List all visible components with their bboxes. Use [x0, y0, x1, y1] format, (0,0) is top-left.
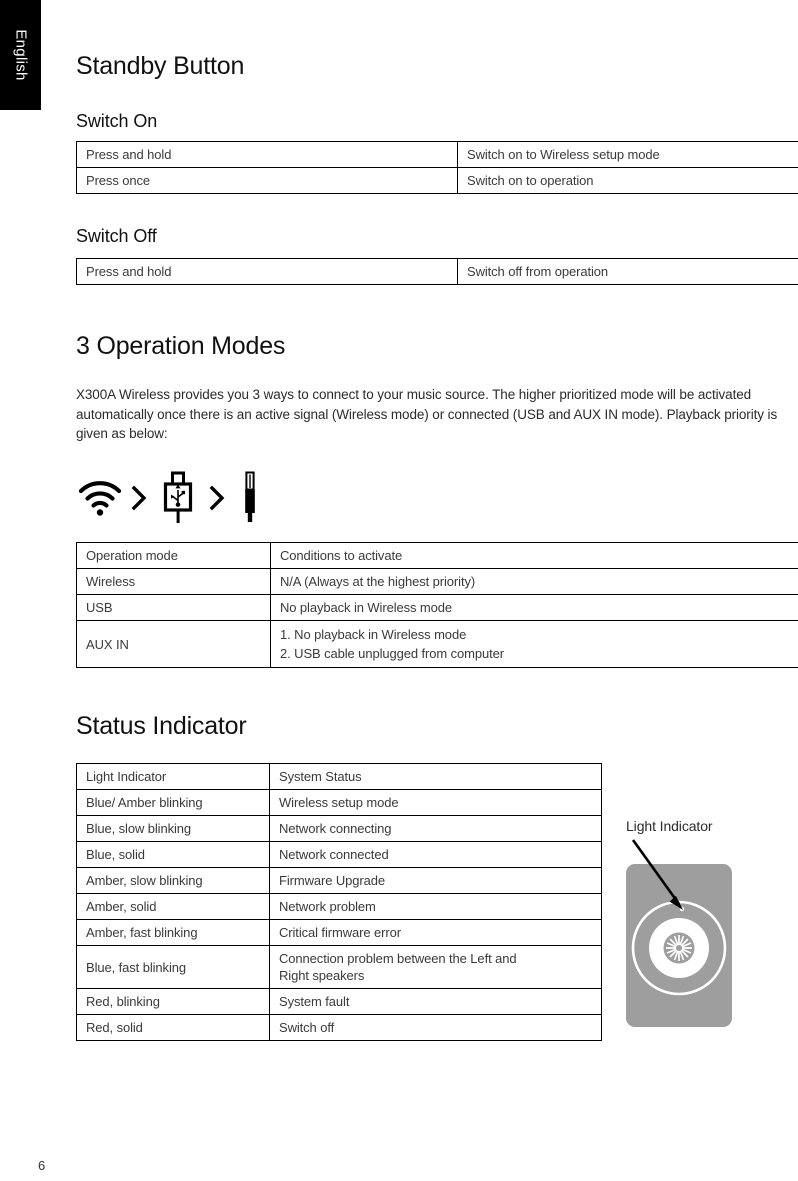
system-status-value: Network connected: [270, 842, 602, 868]
mode-name: USB: [77, 595, 271, 621]
chevron-right-icon: [124, 475, 154, 521]
system-status-value: Critical firmware error: [270, 920, 602, 946]
system-status-value: Network problem: [270, 894, 602, 920]
mode-name: AUX IN: [77, 621, 271, 668]
table-row: [77, 142, 798, 168]
light-indicator-value: Blue/ Amber blinking: [77, 790, 270, 816]
mode-condition-line-2: 2. USB cable unplugged from computer: [280, 646, 505, 661]
section-title-status-indicator: Status Indicator: [76, 712, 247, 740]
table-header-row: [77, 543, 798, 569]
switch-on-result: Switch on to operation: [458, 168, 798, 194]
system-status-value: System fault: [270, 989, 602, 1015]
table-row: [77, 1015, 602, 1041]
priority-icon-row: [76, 470, 268, 526]
mode-condition: No playback in Wireless mode: [271, 595, 798, 621]
system-status-value: Switch off: [270, 1015, 602, 1041]
mode-name: Wireless: [77, 569, 271, 595]
table-row: [77, 816, 602, 842]
table-row: [77, 595, 798, 621]
speaker-illustration: [600, 812, 798, 1032]
light-indicator-value: Amber, fast blinking: [77, 920, 270, 946]
system-status-line-2: Right speakers: [279, 968, 365, 983]
wifi-icon: [76, 475, 124, 521]
language-tab-label: English: [12, 29, 29, 81]
switch-on-result: Switch on to Wireless setup mode: [458, 142, 798, 168]
table-row: [77, 989, 602, 1015]
table-switch-off: [76, 258, 798, 285]
light-indicator-value: Blue, solid: [77, 842, 270, 868]
light-indicator-value: Red, solid: [77, 1015, 270, 1041]
table-row: [77, 621, 798, 668]
usb-icon: [154, 470, 202, 526]
system-status-line-1: Connection problem between the Left and: [279, 951, 517, 966]
light-indicator-value: Blue, slow blinking: [77, 816, 270, 842]
column-header-light-indicator: Light Indicator: [77, 764, 270, 790]
figure-callout-label: Light Indicator: [626, 818, 713, 834]
page-number: 6: [38, 1158, 46, 1173]
system-status-value: Network connecting: [270, 816, 602, 842]
speaker-figure: [600, 812, 798, 1032]
system-status-value: Firmware Upgrade: [270, 868, 602, 894]
mode-condition: N/A (Always at the highest priority): [271, 569, 798, 595]
switch-off-action: Press and hold: [77, 259, 458, 285]
section-heading-switch-on: Switch On: [76, 111, 158, 131]
table-row: [77, 569, 798, 595]
light-indicator-value: Red, blinking: [77, 989, 270, 1015]
table-row: [77, 920, 602, 946]
table-row: [77, 946, 602, 989]
switch-off-result: Switch off from operation: [458, 259, 798, 285]
table-row: [77, 168, 798, 194]
table-row: [77, 868, 602, 894]
light-indicator-value: Amber, solid: [77, 894, 270, 920]
light-indicator-value: Blue, fast blinking: [77, 946, 270, 989]
system-status-value: Wireless setup mode: [270, 790, 602, 816]
table-header-row: [77, 764, 602, 790]
table-row: [77, 842, 602, 868]
chevron-right-icon: [202, 475, 232, 521]
column-header-conditions: Conditions to activate: [271, 543, 798, 569]
language-tab: [0, 0, 41, 110]
page-title-standby-button: Standby Button: [76, 52, 245, 80]
table-row: [77, 790, 602, 816]
section-title-operation-modes: 3 Operation Modes: [76, 332, 286, 360]
column-header-operation-mode: Operation mode: [77, 543, 271, 569]
system-status-value: [270, 946, 602, 989]
operation-modes-paragraph: X300A Wireless provides you 3 ways to connect to your music source. The higher prioritized mode will be activated automatically once there is an active signal (Wireless mode) or connected (USB and AUX IN mode). Playback priority is given as below:: [76, 387, 778, 441]
table-row: [77, 894, 602, 920]
table-row: [77, 259, 798, 285]
table-operation-modes: [76, 542, 798, 668]
mode-condition: [271, 621, 798, 668]
column-header-system-status: System Status: [270, 764, 602, 790]
table-switch-on: [76, 141, 798, 194]
section-heading-switch-off: Switch Off: [76, 226, 157, 246]
light-indicator-value: Amber, slow blinking: [77, 868, 270, 894]
mode-condition-line-1: 1. No playback in Wireless mode: [280, 627, 467, 642]
table-status-indicator: [76, 763, 602, 1041]
switch-on-action: Press once: [77, 168, 458, 194]
aux-jack-icon: [232, 470, 268, 526]
switch-on-action: Press and hold: [77, 142, 458, 168]
